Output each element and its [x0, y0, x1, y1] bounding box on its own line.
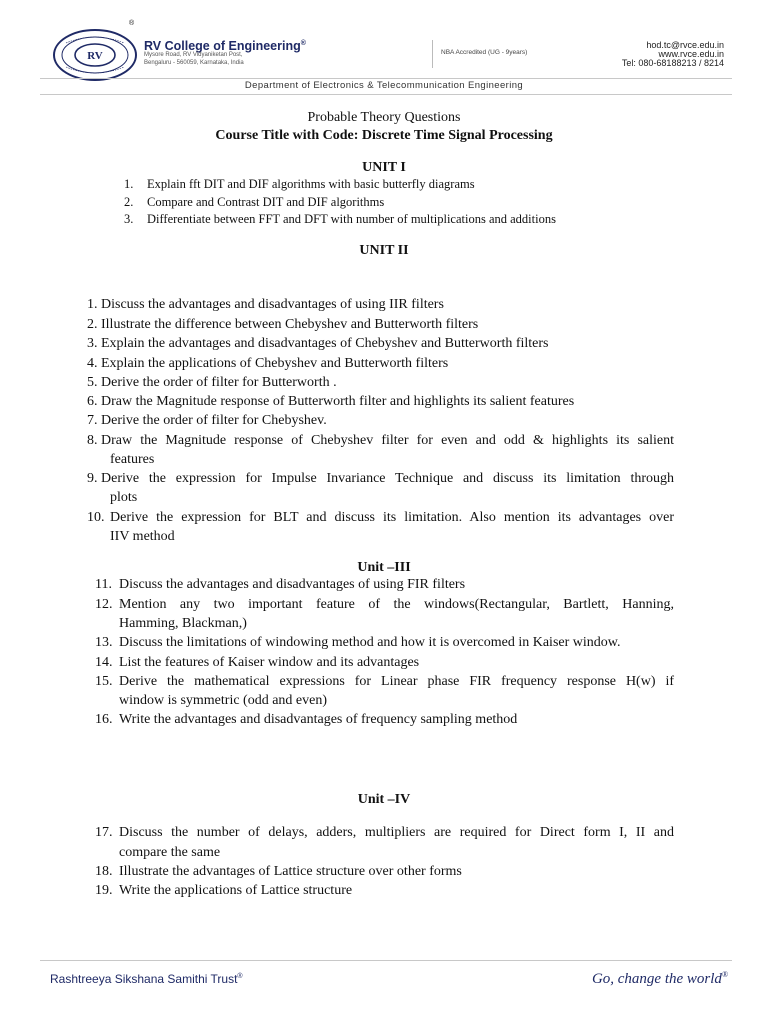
item-number: 2.	[124, 195, 134, 209]
item-text: Discuss the advantages and disadvantages of using FIR filters	[119, 577, 466, 592]
item-number: 6.	[87, 394, 98, 409]
item-text: Draw the Magnitude response of Butterworth filter and highlights its salient features	[101, 394, 575, 409]
item-text: Write the applications of Lattice structure	[119, 883, 353, 898]
header-divider	[432, 40, 433, 68]
item-text: Compare and Contrast DIT and DIF algorithms	[147, 195, 385, 209]
item-number: 8.	[87, 433, 98, 448]
item-number: 4.	[87, 356, 98, 371]
item-text: Discuss the limitations of windowing method and how it is overcomed in Kaiser window.	[119, 635, 621, 650]
item-text: Explain the applications of Chebyshev and Butterworth filters	[101, 356, 449, 371]
item-number: 5.	[87, 375, 98, 390]
trust-name: Rashtreeya Sikshana Samithi Trust®	[50, 972, 243, 986]
item-text: List the features of Kaiser window and its advantages	[119, 655, 420, 670]
header-rule-bottom	[40, 94, 732, 95]
item-text: Mention any two important feature of the windows(Rectangular, Bartlett, Hanning,	[119, 597, 674, 612]
unit-2-heading: UNIT II	[359, 243, 409, 258]
list-item	[124, 212, 556, 227]
college-logo	[52, 28, 138, 82]
item-text: Derive the mathematical expressions for Linear phase FIR frequency response H(w) if	[119, 674, 674, 689]
item-number: 7.	[87, 413, 98, 428]
item-text-continued: IIV method	[110, 529, 175, 544]
contact-email: hod.tc@rvce.edu.in	[646, 40, 724, 50]
contact-phone: Tel: 080-68188213 / 8214	[621, 58, 724, 68]
item-number: 12.	[95, 597, 113, 612]
item-number: 2.	[87, 317, 98, 332]
item-text: Derive the expression for BLT and discuss its limitation. Also mention its advantages over	[110, 510, 674, 525]
item-text: Derive the order of filter for Chebyshev.	[101, 413, 327, 428]
item-text: Derive the order of filter for Butterworth .	[101, 375, 337, 390]
item-number: 1.	[87, 297, 98, 312]
college-address-line-2: Bengaluru - 560059, Karnataka, India	[144, 60, 244, 66]
item-text: Discuss the number of delays, adders, multipliers are required for Direct form I, II and	[119, 825, 674, 840]
item-text: Discuss the advantages and disadvantages of using IIR filters	[101, 297, 444, 312]
unit-3-heading: Unit –III	[357, 560, 411, 575]
item-number: 16.	[95, 712, 113, 727]
college-name: RV College of Engineering®	[144, 39, 306, 53]
unit-1-heading: UNIT I	[362, 160, 406, 175]
item-number: 1.	[124, 177, 134, 191]
header-rule-top	[40, 78, 732, 79]
department-name: Department of Electronics & Telecommunication Engineering	[244, 80, 524, 91]
svg-text:RV: RV	[87, 50, 103, 62]
item-number: 13.	[95, 635, 113, 650]
item-number: 15.	[95, 674, 113, 689]
item-text-continued: Hamming, Blackman,)	[119, 616, 247, 631]
item-text: Illustrate the advantages of Lattice structure over other forms	[119, 864, 462, 879]
item-number: 9.	[87, 471, 98, 486]
list-item	[124, 177, 475, 192]
item-number: 17.	[95, 825, 113, 840]
item-number: 11.	[95, 577, 112, 592]
item-number: 3.	[124, 212, 134, 226]
item-text-continued: compare the same	[119, 845, 221, 860]
footer-rule	[40, 960, 732, 961]
course-title: Course Title with Code: Discrete Time Signal Processing	[215, 128, 553, 143]
unit-4-heading: Unit –IV	[357, 792, 411, 807]
list-item	[124, 195, 384, 210]
item-text: Differentiate between FFT and DFT with number of multiplications and additions	[147, 212, 556, 226]
contact-website: www.rvce.edu.in	[658, 49, 724, 59]
item-text: Explain the advantages and disadvantages of Chebyshev and Butterworth filters	[101, 336, 549, 351]
item-text: Illustrate the difference between Chebyshev and Butterworth filters	[101, 317, 479, 332]
tagline: Go, change the world®	[591, 970, 728, 987]
item-text: Write the advantages and disadvantages of frequency sampling method	[119, 712, 518, 727]
item-text: Derive the expression for Impulse Invariance Technique and discuss its limitation through	[101, 471, 674, 486]
item-number: 14.	[95, 655, 113, 670]
item-number: 10.	[87, 510, 105, 525]
item-text-continued: features	[110, 452, 155, 467]
logo-registered-mark: ®	[129, 20, 135, 27]
item-text-continued: plots	[110, 490, 138, 505]
item-number: 18.	[95, 864, 113, 879]
item-number: 19.	[95, 883, 113, 898]
item-text-continued: window is symmetric (odd and even)	[119, 693, 328, 708]
college-address-line-1: Mysore Road, RV Vidyaniketan Post,	[144, 52, 243, 58]
accreditation-text: NBA Accredited (UG - 9years)	[441, 49, 528, 56]
item-number: 3.	[87, 336, 98, 351]
item-text: Explain fft DIT and DIF algorithms with basic butterfly diagrams	[147, 177, 475, 191]
document-title: Probable Theory Questions	[307, 110, 461, 125]
item-text: Draw the Magnitude response of Chebyshev filter for even and odd & highlights its salient	[101, 433, 674, 448]
